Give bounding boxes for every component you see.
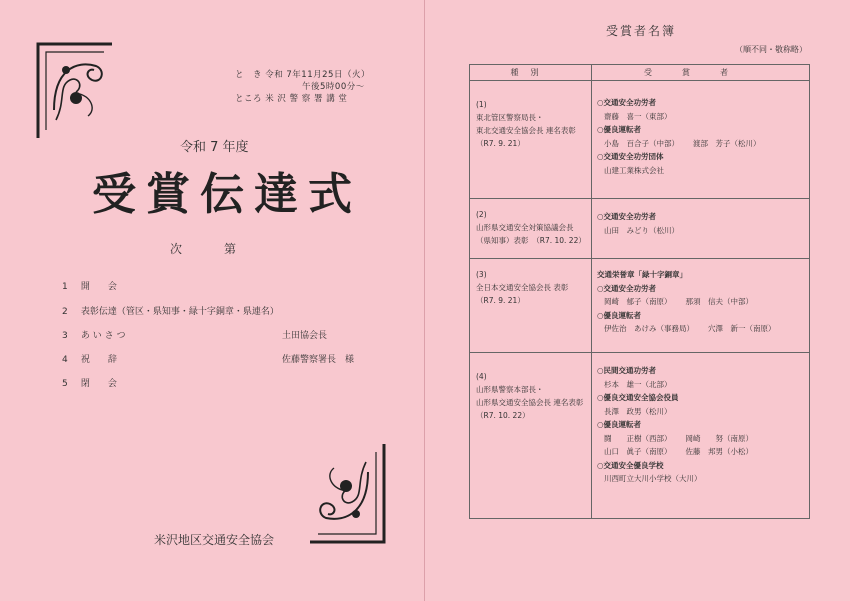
event-year: 令和 7 年度	[180, 140, 249, 155]
award-category-line: (4)	[476, 372, 487, 381]
program-item-person: 佐藤警察署長 様	[282, 355, 355, 365]
award-category-line: （県知事）表彰 （R7. 10. 22）	[476, 236, 586, 245]
program-item	[62, 376, 117, 389]
award-category-line: 東北交通安全協会長 連名表彰	[476, 126, 576, 135]
program-item-number: 1	[62, 282, 68, 292]
award-category-line: (3)	[476, 270, 487, 279]
program-item	[62, 279, 117, 292]
recipient-group-label: ○交通安全功労者	[597, 212, 657, 221]
table-header	[470, 65, 809, 81]
award-category-line: （R7. 9. 21）	[476, 296, 525, 305]
award-category	[476, 370, 591, 422]
table-row	[470, 80, 809, 199]
recipient-name: 佐藤 邦男（小松）	[685, 447, 753, 456]
recipient-group-label: ○交通安全功労者	[597, 98, 657, 107]
program-item-person: 土田協会長	[282, 331, 328, 341]
recipient-name: 岡崎 努（南原）	[685, 433, 753, 443]
recipient-group-label: ○優良運転者	[597, 420, 642, 429]
recipient-name: 山建工業株式会社	[604, 165, 664, 175]
organizer-name: 米沢地区交通安全協会	[154, 533, 275, 547]
event-time: 午後5時00分～	[302, 82, 365, 92]
award-category-line: （R7. 9. 21）	[476, 139, 525, 148]
award-category-line: 山形県交通安全協会長 連名表彰	[476, 398, 584, 407]
award-table	[469, 64, 810, 519]
recipient-name: 岡崎 郁子（南原）	[604, 297, 672, 306]
program-item	[62, 352, 355, 365]
recipient-name: 川西町立大川小学校（大川）	[604, 474, 702, 483]
table-row	[470, 352, 809, 518]
program-item-label: 表彰伝達（管区・県知事・緑十字銅章・県連名）	[80, 307, 279, 317]
recipient-name: 穴澤 新一（南原）	[708, 324, 776, 333]
program-item-number: 2	[62, 307, 68, 317]
program-item-number: 5	[62, 379, 68, 389]
award-category-line: 東北管区警察局長・	[476, 113, 544, 122]
award-category	[476, 98, 591, 150]
award-category-line: (1)	[476, 100, 487, 109]
recipient-name: 小島 百合子（中部）	[604, 138, 679, 148]
award-category-line: 全日本交通安全協会長 表彰	[476, 283, 569, 292]
recipient-name: 山口 眞子（南原）	[604, 447, 672, 456]
program-item-number: 4	[62, 355, 68, 365]
award-category-line: (2)	[476, 210, 487, 219]
program-item-label: 閉 会	[80, 379, 117, 389]
award-recipients	[597, 268, 807, 336]
recipient-name: 齋藤 喜一（東部）	[604, 111, 672, 121]
award-recipients	[597, 96, 807, 177]
program-item-label: 祝 辞	[80, 355, 117, 365]
recipient-name: 杉本 雄一（北部）	[604, 379, 672, 389]
award-recipients	[597, 364, 807, 486]
table-row	[470, 258, 809, 353]
event-date: と き 令和 7年11月25日（火）	[235, 70, 370, 80]
recipient-group-label: ○交通安全功労者	[597, 283, 657, 293]
recipient-group-label: 交通栄誉章「緑十字銅章」	[597, 270, 687, 279]
award-recipients	[597, 210, 807, 237]
recipient-group-label: ○民間交通功労者	[597, 366, 657, 375]
table-row	[470, 198, 809, 259]
corner-ornament-bottom-right	[306, 442, 386, 546]
award-category	[476, 208, 591, 247]
recipient-name: 闘 正樹（西部）	[604, 433, 672, 443]
roster-note: （順不同・敬称略）	[735, 45, 807, 54]
event-place: ところ 米 沢 警 察 署 講 堂	[235, 94, 348, 104]
event-title: 受賞伝達式	[92, 169, 362, 220]
recipient-group-label: ○優良運転者	[597, 125, 642, 134]
corner-ornament-top-left	[36, 40, 116, 140]
roster-title: 受賞者名簿	[606, 24, 677, 38]
recipient-name: 伊佐治 あけみ（事務局）	[604, 324, 694, 333]
recipient-name: 長澤 政男（松川）	[604, 406, 672, 416]
program-item-number: 3	[62, 331, 68, 341]
recipient-group-label: ○交通安全優良学校	[597, 460, 664, 470]
recipient-name: 山田 みどり（松川）	[604, 225, 679, 235]
program-item-label: 開 会	[80, 282, 117, 292]
recipient-name: 那須 信夫（中部）	[685, 297, 753, 306]
recipient-group-label: ○優良交通安全協会役員	[597, 393, 679, 402]
recipient-group-label: ○交通安全功労団体	[597, 152, 664, 161]
award-category	[476, 268, 591, 307]
award-category-line: 山形県警察本部長・	[476, 385, 544, 394]
award-category-line: （R7. 10. 22）	[476, 411, 530, 420]
program-item-label: あ い さ つ	[80, 331, 126, 341]
award-category-line: 山形県交通安全対策協議会長	[476, 223, 574, 232]
recipient-group-label: ○優良運転者	[597, 310, 642, 320]
program-item	[62, 304, 279, 317]
column-header-category: 種別	[510, 68, 551, 77]
program-item	[62, 328, 328, 341]
program-heading: 次第	[170, 242, 279, 256]
recipient-name: 渡部 芳子（松川）	[693, 138, 761, 148]
column-header-recipients: 受賞者	[644, 68, 758, 77]
